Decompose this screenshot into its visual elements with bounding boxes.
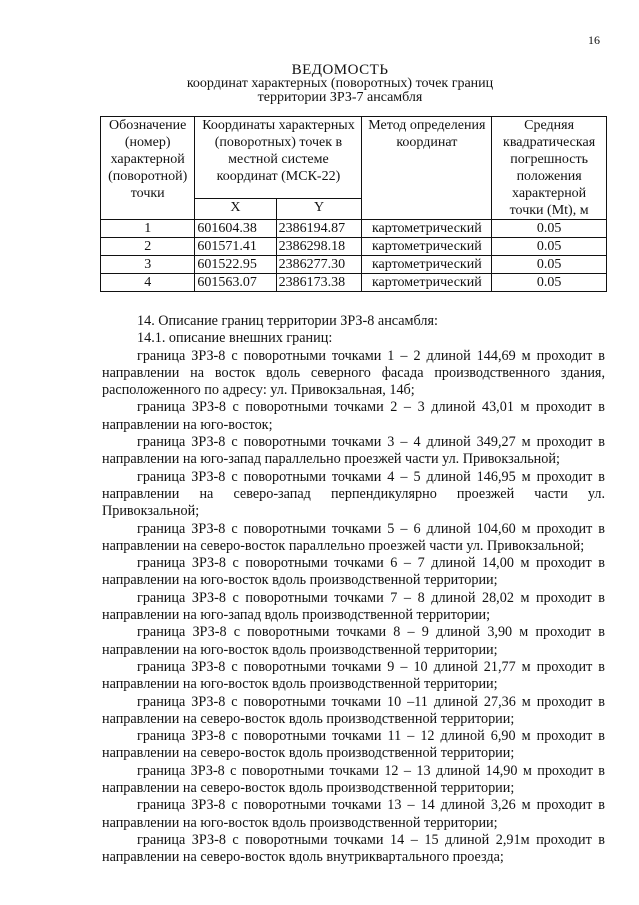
cell-x: 601571.41 [195, 238, 276, 256]
cell-y: 2386298.18 [276, 238, 362, 256]
header-error: Средняя квадратическая погрешность положения характерной точки (Mt), м [492, 117, 607, 220]
section-body [102, 313, 605, 867]
boundary-paragraph: граница ЗРЗ-8 с поворотными точками 10 –11 длиной 27,36 м проходит в направлении на северо-восток вдоль производственной территории; [102, 693, 605, 727]
header-x: X [195, 198, 276, 219]
boundary-paragraph: граница ЗРЗ-8 с поворотными точками 6 – 7 длиной 14,00 м проходит в направлении на юго-восток вдоль производственной территории; [102, 555, 605, 589]
section-heading: 14. Описание границ территории ЗРЗ-8 ансамбля: [137, 313, 438, 329]
cell-error: 0.05 [492, 256, 607, 274]
header-y: Y [276, 198, 362, 219]
boundary-paragraph: граница ЗРЗ-8 с поворотными точками 8 – 9 длиной 3,90 м проходит в направлении на юго-восток вдоль производственной территории; [102, 624, 605, 658]
coordinates-table [100, 116, 607, 292]
document-title: ВЕДОМОСТЬ [291, 62, 389, 78]
boundary-paragraph: граница ЗРЗ-8 с поворотными точками 9 – 10 длиной 21,77 м проходит в направлении на юго-восток вдоль производственной территории; [102, 658, 605, 693]
table-row [101, 238, 607, 256]
cell-x: 601563.07 [195, 274, 276, 292]
cell-error: 0.05 [492, 274, 607, 292]
cell-method: картометрический [362, 238, 492, 256]
boundary-paragraph: граница ЗРЗ-8 с поворотными точками 13 – 14 длиной 3,26 м проходит в направлении на юго-восток вдоль производственной территории; [102, 797, 605, 831]
cell-point-number: 3 [101, 256, 195, 274]
cell-x: 601522.95 [195, 256, 276, 274]
document-header [150, 63, 530, 105]
header-coordinates: Координаты характерных (поворотных) точек в местной системе координат (МСК-22) [195, 117, 362, 199]
boundary-paragraph: граница ЗРЗ-8 с поворотными точками 7 – 8 длиной 28,02 м проходит в направлении на юго-запад вдоль производственной территории; [102, 589, 605, 624]
boundary-paragraph: граница ЗРЗ-8 с поворотными точками 4 – 5 длиной 146,95 м проходит в направлении на северо-запад перпендикулярно проезжей части ул. Привокзальной; [102, 468, 605, 520]
cell-point-number: 4 [101, 274, 195, 292]
header-method: Метод определения координат [362, 117, 492, 220]
section-subheading: 14.1. описание внешних границ: [137, 330, 333, 347]
boundary-paragraph: граница ЗРЗ-8 с поворотными точками 5 – 6 длиной 104,60 м проходит в направлении на северо-восток параллельно проезжей части ул. Привокзальной; [102, 520, 605, 554]
table-header-row [101, 117, 607, 199]
cell-method: картометрический [362, 274, 492, 292]
table-row [101, 274, 607, 292]
boundary-paragraph: граница ЗРЗ-8 с поворотными точками 12 – 13 длиной 14,90 м проходит в направлении на северо-восток вдоль производственной территории; [102, 762, 605, 797]
cell-x: 601604.38 [195, 220, 276, 238]
document-subtitle-line1: координат характерных (поворотных) точек границ [186, 76, 494, 91]
header-designation: Обозначение (номер) характерной (поворотной) точки [101, 117, 195, 220]
cell-y: 2386277.30 [276, 256, 362, 274]
boundary-paragraph: граница ЗРЗ-8 с поворотными точками 2 – 3 длиной 43,01 м проходит в направлении на юго-восток; [102, 399, 605, 433]
cell-point-number: 1 [101, 220, 195, 238]
cell-error: 0.05 [492, 220, 607, 238]
document-subtitle-line2: территории ЗРЗ-7 ансамбля [257, 90, 423, 105]
boundary-paragraph: граница ЗРЗ-8 с поворотными точками 3 – 4 длиной 349,27 м проходит в направлении на юго-запад параллельно проезжей части ул. Привокзальной; [102, 434, 605, 468]
page-number: 16 [588, 33, 600, 47]
table-row [101, 220, 607, 238]
cell-error: 0.05 [492, 238, 607, 256]
cell-point-number: 2 [101, 238, 195, 256]
cell-y: 2386173.38 [276, 274, 362, 292]
boundary-paragraph: граница ЗРЗ-8 с поворотными точками 11 – 12 длиной 6,90 м проходит в направлении на северо-восток вдоль производственной территории; [102, 728, 605, 762]
boundary-paragraph: граница ЗРЗ-8 с поворотными точками 1 – 2 длиной 144,69 м проходит в направлении на восток вдоль северного фасада производственного здания, расположенного по адресу: ул. Привокзальная, 14б; [102, 347, 605, 399]
cell-method: картометрический [362, 256, 492, 274]
cell-method: картометрический [362, 220, 492, 238]
boundary-paragraph: граница ЗРЗ-8 с поворотными точками 14 – 15 длиной 2,91м проходит в направлении на северо-восток вдоль внутриквартального проезда; [102, 831, 605, 866]
cell-y: 2386194.87 [276, 220, 362, 238]
table-row [101, 256, 607, 274]
